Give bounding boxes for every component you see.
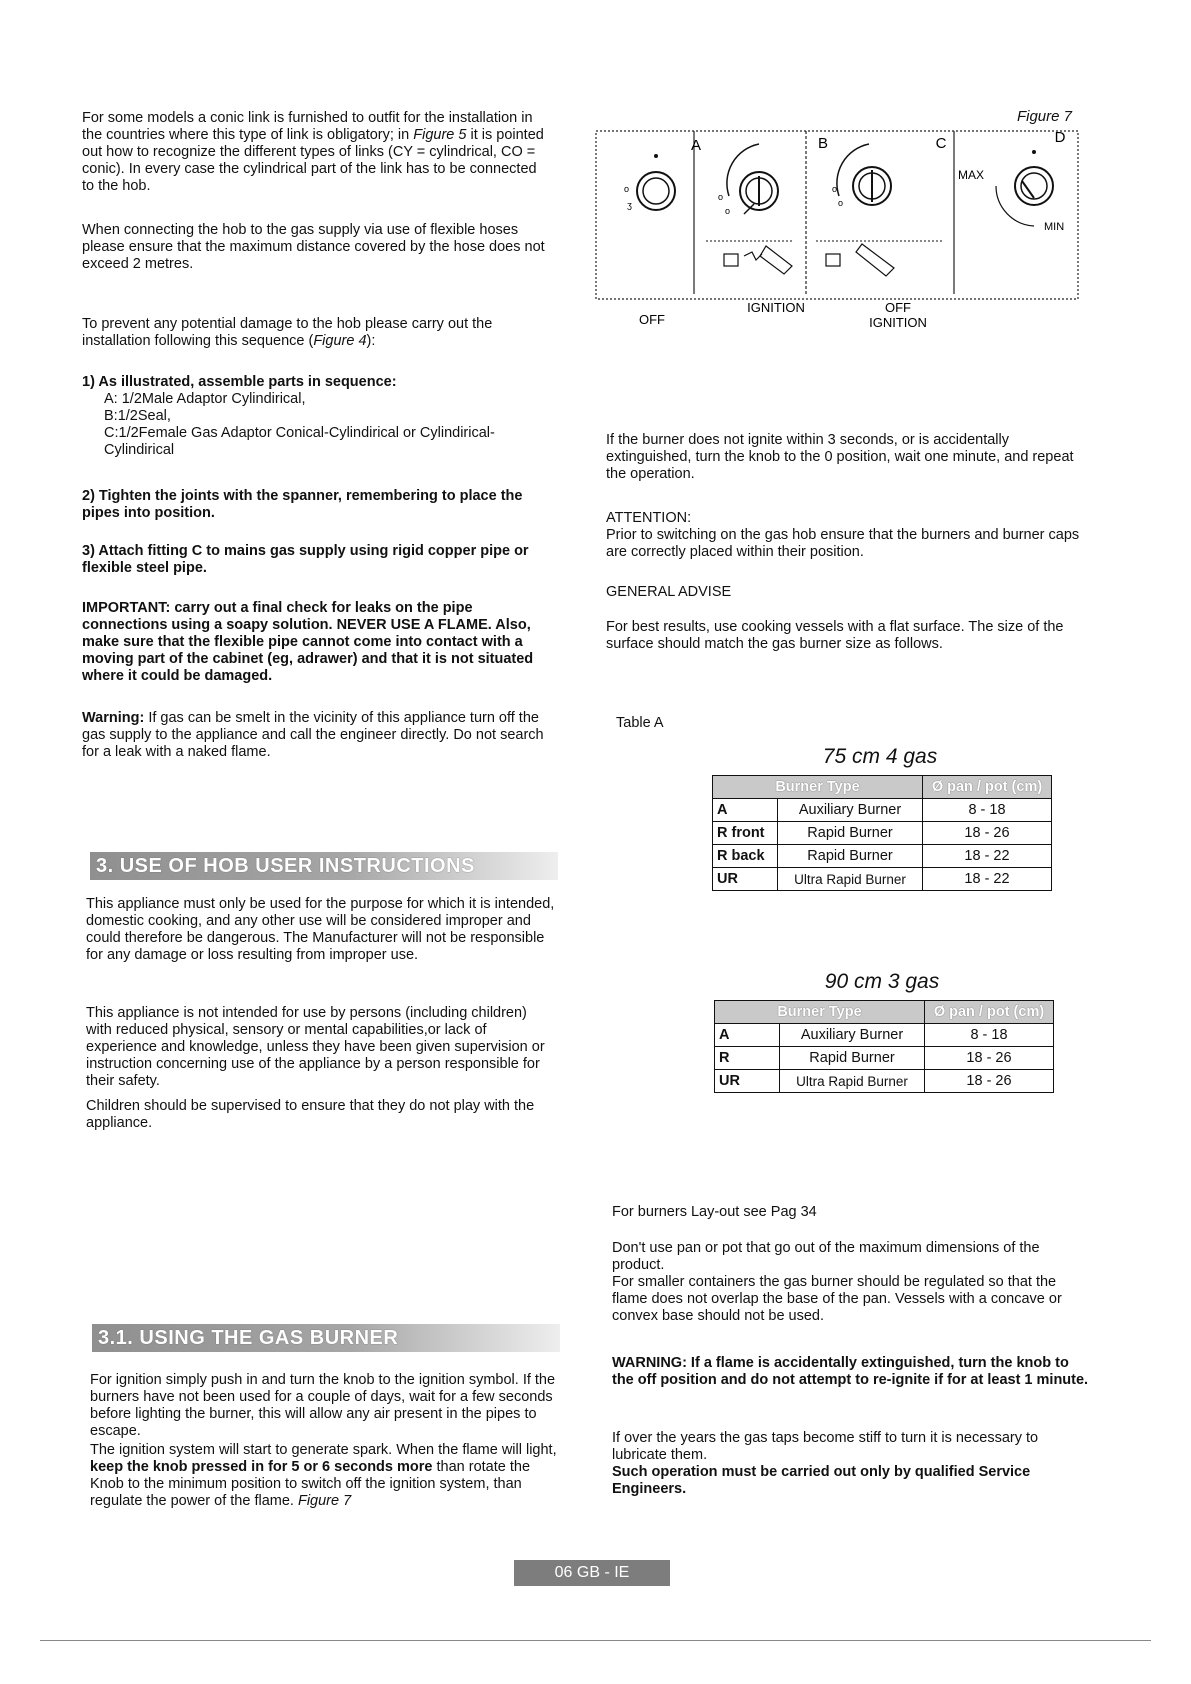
state-off-2: OFF	[885, 300, 911, 315]
important-notice: IMPORTANT: carry out a final check for leaks on the pipe connections using a soapy solution. NEVER USE A FLAME. Also, make sure that the flexible pipe cannot come into contact with a moving part of the cabinet (eg, adrawer) and that it is not situated where it could be damaged.	[82, 600, 534, 684]
page-number-badge: 06 GB - IE	[514, 1560, 670, 1586]
no-ignite-paragraph: If the burner does not ignite within 3 seconds, or is accidentally extinguished, turn the knob to the 0 position, wait one minute, and repeat the operation.	[606, 432, 1074, 482]
lubrication-paragraph: If over the years the gas taps become stiff to turn it is necessary to lubricate them. Such operation must be carried out only by qualified Service Engineers.	[612, 1430, 1039, 1497]
knob-b	[718, 144, 778, 216]
state-ignition: IGNITION	[747, 300, 805, 315]
warning-gas-smell: Warning: If gas can be smelt in the vicinity of this appliance turn off the gas supply to the appliance and call the engineer directly. Do not search for a leak with a naked flame.	[82, 710, 544, 760]
state-off: OFF	[639, 312, 665, 327]
svg-text:ʒ: ʒ	[627, 200, 632, 210]
svg-text:o: o	[832, 184, 838, 194]
knob-c	[832, 144, 891, 208]
section-3-paragraph-1: This appliance must only be used for the purpose for which it is intended, domestic cooking, and any other use will be considered improper and could therefore be dangerous. The Manufacturer will not be responsible for any damage or loss resulting from improper use.	[86, 896, 555, 963]
table-90-title: 90 cm 3 gas	[824, 970, 940, 993]
header-burner-type: Burner Type	[715, 1001, 925, 1024]
section-3-paragraph-2: This appliance is not intended for use by persons (including children) with reduced physical, sensory or mental capabilities,or lack of experience and knowledge, unless they have been given supervision or instruction concerning use of the appliance by a person responsible for their safety.	[86, 1005, 545, 1089]
header-burner-type: Burner Type	[713, 776, 923, 799]
figure-7-caption: Figure 7	[1016, 108, 1072, 125]
label-d: D	[1054, 129, 1066, 146]
intro-conic-link-paragraph: For some models a conic link is furnished to outfit for the installation in the countries where this type of link is obligatory; in Figure 5 it is pointed out how to recognize the different types of links (CY = cylindrical, CO = conic). In every case the cylindrical part of the link has to be connected to the hob.	[82, 110, 544, 194]
section-3-1-heading: 3.1. USING THE GAS BURNER	[92, 1324, 560, 1352]
section-3-1-paragraph-2: The ignition system will start to generate spark. When the flame will light, keep the knob pressed in for 5 or 6 seconds more than rotate the Knob to the minimum position to switch off the ignition system, than regulate the power of the flame. Figure 7	[90, 1442, 557, 1509]
flexible-hose-paragraph: When connecting the hob to the gas supply via use of flexible hoses please ensure that the maximum distance covered by the hose does not exceed 2 metres.	[82, 222, 545, 272]
table-header	[713, 776, 1052, 799]
bottom-divider	[40, 1640, 1151, 1641]
label-b: B	[817, 135, 829, 152]
pan-dimension-paragraph: Don't use pan or pot that go out of the maximum dimensions of the product. For smaller containers the gas burner should be regulated so that the flame does not overlap the base of the pan. Vessels with a concave or convex base should not be used.	[612, 1240, 1062, 1324]
table-row: UR Ultra Rapid Burner 18 - 22	[713, 868, 1052, 891]
ignition-sketch-c	[816, 241, 944, 276]
table-row: R back Rapid Burner 18 - 22	[713, 845, 1052, 868]
label-c: C	[935, 135, 947, 152]
table-90cm-3gas	[714, 1000, 1054, 1093]
section-3-1-paragraph-1: For ignition simply push in and turn the knob to the ignition symbol. If the burners have not been used for a couple of days, wait for a few seconds before lighting the burner, this will allow any air present in the pipes to escape.	[90, 1372, 556, 1439]
figure-7-knob-diagram	[594, 126, 1084, 331]
svg-text:o: o	[838, 198, 844, 208]
table-header	[715, 1001, 1054, 1024]
knob-d	[958, 150, 1064, 233]
knob-a	[624, 154, 675, 210]
state-ignition-2: IGNITION	[869, 315, 927, 330]
table-75-title: 75 cm 4 gas	[822, 745, 938, 768]
table-row: UR Ultra Rapid Burner 18 - 26	[715, 1070, 1054, 1093]
step-1: 1) As illustrated, assemble parts in sequence: A: 1/2Male Adaptor Cylindirical, B:1/2Seal, C:1/2Female Gas Adaptor Conical-Cylindirical or Cylindirical-Cylindirical	[82, 374, 495, 458]
table-row: A Auxiliary Burner 8 - 18	[713, 799, 1052, 822]
min-label: MIN	[1044, 221, 1065, 233]
max-label: MAX	[958, 168, 985, 182]
svg-text:o: o	[624, 184, 630, 194]
install-sequence-paragraph: To prevent any potential damage to the hob please carry out the installation following this sequence (Figure 4):	[82, 316, 493, 349]
svg-text:o: o	[718, 192, 724, 202]
header-pan-size: Ø pan / pot (cm)	[923, 776, 1052, 799]
header-pan-size: Ø pan / pot (cm)	[925, 1001, 1054, 1024]
table-row: R Rapid Burner 18 - 26	[715, 1047, 1054, 1070]
step-3: 3) Attach fitting C to mains gas supply using rigid copper pipe or flexible steel pipe.	[82, 543, 529, 576]
table-row: A Auxiliary Burner 8 - 18	[715, 1024, 1054, 1047]
attention-block: ATTENTION: Prior to switching on the gas hob ensure that the burners and burner caps are correctly placed within their position.	[606, 510, 1080, 560]
step-2: 2) Tighten the joints with the spanner, remembering to place the pipes into position.	[82, 488, 523, 521]
layout-reference: For burners Lay-out see Pag 34	[612, 1204, 817, 1220]
section-3-paragraph-3: Children should be supervised to ensure that they do not play with the appliance.	[86, 1098, 535, 1131]
flame-warning: WARNING: If a flame is accidentally extinguished, turn the knob to the off position and do not attempt to re-ignite if for at least 1 minute.	[612, 1355, 1089, 1388]
svg-text:o: o	[725, 206, 731, 216]
best-results-paragraph: For best results, use cooking vessels with a flat surface. The size of the surface should match the gas burner size as follows.	[606, 619, 1064, 652]
table-a-label: Table A	[616, 715, 664, 731]
label-a: A	[690, 137, 702, 154]
general-advise-heading: GENERAL ADVISE	[606, 584, 732, 600]
section-3-heading: 3. USE OF HOB USER INSTRUCTIONS	[90, 852, 558, 880]
table-row: R front Rapid Burner 18 - 26	[713, 822, 1052, 845]
table-75cm-4gas	[712, 775, 1052, 891]
ignition-sketch-b	[706, 241, 794, 274]
